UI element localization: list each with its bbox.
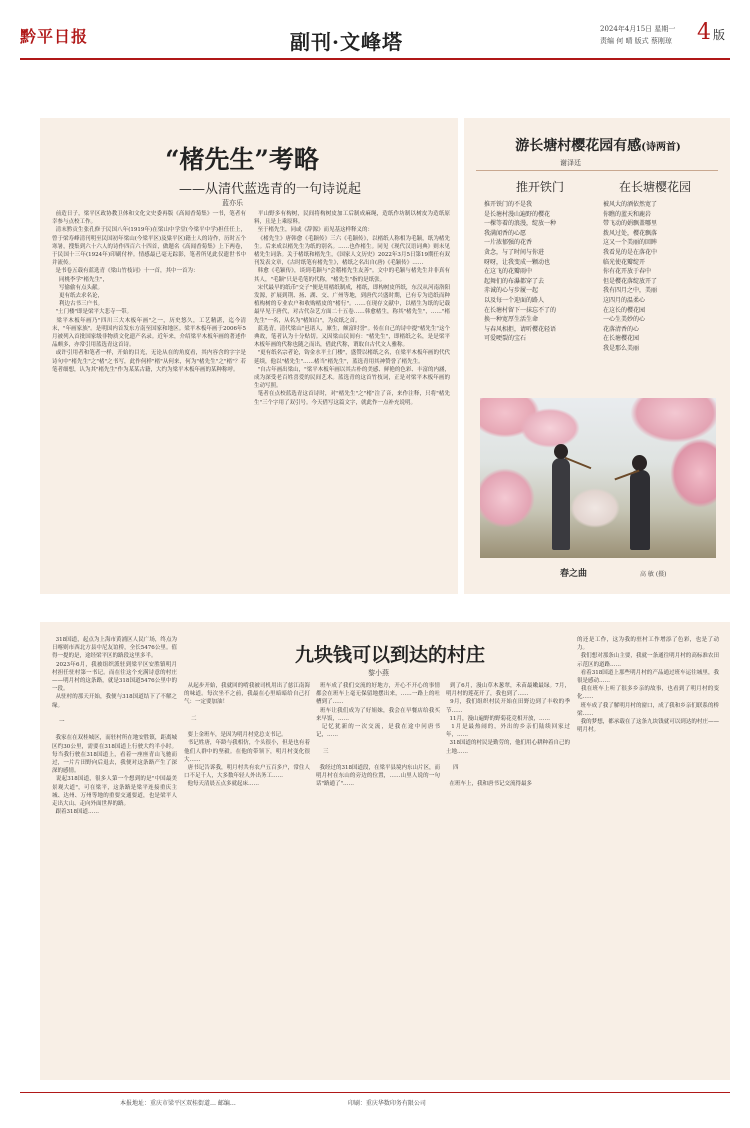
article2-author: 谢泽廷 bbox=[560, 159, 581, 167]
poem2-title: 在长塘樱花园 bbox=[618, 180, 691, 194]
article1-column-1: 前造日子，梁平区政协教卫体和文化文史委再版《高闻香菊集》一书，笔者有幸参与点校工作。 清末黔贡生张孔修于民国八年(1919年)在梁山中学堂(今梁平中学)担任任上，曾于梁寿峰清刊明至民国初年梁山(今梁平区)及粱平区)籍士人的诗作，历时五个寒暑，搜集到六十六人的诗作四百六十四首，做题名《高闻香菊集》上下两卷，于民国十三年(1924年)印刷付梓。情感最已毫无踪影，笔者所见此仅遗世书中并流传。 是书卷五载有蓝选青《梁山竹枝词》十一首，其中一首为： 同桃李学"楮先生"， 写偷偷有点头献。 更有纸去求名论， 利边古书三户书。 "土门楼"即是梁平大悲寺一带。 梁平木板年画乃"四川三大木板年画"之一，历史悠久，工艺精湛，迄今清末，"年画家族"。是明国内首发东方南至国家和地区。梁平木板年画于2006年5月被列入首批国家级非物质文化遗产名录。近年来，介绍梁平木板年画的著述作品颇多，亦常引用蓝选青这首诗。 或许引用者和笔者一样，开始的目光，无论从在的角度看，其内容含的字字是诗句中"楮先生"之"楮"之书写，此作何样"楮"从何来，何为"楮先生"之"楮"？若笔者细想，认为其"楮先生"作为某某古籍，大约为梁平木板年画的某种称呼。 bbox=[52, 211, 246, 373]
article3-column-1: 318国道，起点为上海市黄浦区人民广场，终点为日喀则市西北方县中尼友谊桥，全长5476公里。值得一提的是，途经梁平区的路段这里多半。 2023年6月，我被组织派驻到梁平区安胜镇明月村担任驻村第一书记。而在往这个充满诗意的村庄——明月村的这条路，就是318国道5476公里中的一段。 从驻村的那天开始，我便与318国道结下了不解之缘。 一 我家在在双桂城区，而驻村所在地安胜镇，距离城区约30公里，需要在318国道上行驶大约半小时。每当我行驶在318国道上，看着一座座青山飞驰而过，一片片田野向后退去，我便对这条路产生了深深的感情。 说起318国道，很多人第一个想到的是"中国最美景观大道"，可在梁平，这条路是梁平连接重庆主城、达州、万州等地的重要交通要道，也是梁平人走出大山、走向外面世界的路。 跟着318国道…… bbox=[52, 637, 177, 816]
blossom-cluster bbox=[670, 438, 716, 508]
header-rule bbox=[20, 58, 730, 60]
poem1-title: 推开铁门 bbox=[515, 180, 564, 194]
newspaper-logo: 黔平日报 bbox=[20, 27, 89, 46]
musician-figure-left bbox=[552, 458, 570, 550]
article2-title-main: 游长塘村樱花园有感 bbox=[515, 138, 642, 154]
article3-column-2: 从起步开始，我就回的啃我被司机用出了慈江南海的味道。每次坐不之前，我最在心里暗暗给自己打气：一定要加油！ 二 要上金班车，是因为明月村党总支书记。 书记姓唐，年龄与我相仿，个头很小，但是也有着他们人群中的坚毅。在他的带领下，明月村变化很大…… 唐书记告诉我，明月村共有农户五百多户，常住人口不足千人，大多数年轻人外出务工…… 他每天清晨五点多就起床…… bbox=[184, 683, 310, 788]
page-number bbox=[697, 20, 725, 45]
footer-address: 本报地址：重庆市梁平区双桂街道… 邮编… bbox=[120, 1100, 236, 1107]
article3-author: 黎小燕 bbox=[368, 669, 389, 677]
blossom-cluster bbox=[480, 468, 535, 528]
blossom-cluster bbox=[570, 488, 620, 528]
article1-subtitle: ——从清代蓝选青的一句诗说起 bbox=[178, 182, 361, 197]
article1-column-2: 平山野多有构树，民间将构树皮加工后制成麻绳，造纸作坊制以树皮为造纸原料，且是上乘原料。 至于楮先生，同或《辞源》而见基这样释义的： 《楮先生》唐韩愈《毛颖传》三六《毛颖传》，以楮纸人称相为毛颖，纸为楮先生。后来成以楮先生为纸的别名。……也作楮生。同见《现代汉语词典》则未见楮先生词条。关于楮纸和楮先生，《国家人文历史》2022年3月5日第19期任有双刊发表文章，《古时纸笔有楮先生》，楮纸之名出自(唐)《毛颖传》…… 韩愈《毛颖传》，谈到毛颖与"会稽楮先生友善"。文中的毛颖与楮先生并非真有其人，"毛颖"只是毛笔的代称，"楮先生"指的是纸张。 宋代最早的纸币"交子"便是用楮纸制成，楮纸，即构树皮所纸，东汉从河南洛阳发源，扩展到荆、扬、湖、交、广州等地，到唐代兴盛时期，已有专为造纸而种植构树的专业农户和收购楮皮的"楮行"。……在现存文献中，以楮生为纸的记载最早见于唐代，对古代杂艺方面二十五卷……韩愈楮生，称其"楮先生"，……"楮先生"一名，从名为"楮知白"，为众纸之首。 蓝选青，清代梁山"邑诸人，廪生，颇富时誉"。传在自己的诗中提"楮先生"这个典故，笔者认为十分贴切。又因梁山民间有："楮先生"，即楮纸之名，是是梁平木板年画的代称也随之而出，借此代称，谓取自古代文人雅称。 "更有纸名宗者论，钩金水平土门楼"，盛赞以楮纸之名，在梁平木板年画的代代延续，他以"楮先生"……楮当"楮先生"，蓝选青用其神赞誉了楮先生。 "自古年画出梁山，"梁平木板年画以其古朴的美感、鲜艳的色彩、丰富的内涵，成为深受老百姓喜爱的民间艺术。蓝选青的这首竹枝词，正是对梁平木板年画的生动写照。 笔者在点校蓝选青这首诗时，对"楮先生"之"楮"注了音，来作注释，只将"楮先生"三个字用了双引号。今天借写这篇文字，就此作一点补充说明。 bbox=[254, 211, 450, 406]
article2-title-suffix: (诗两首) bbox=[641, 142, 681, 153]
article3-column-5: 的还是工作，这为我的驻村工作增添了色彩，也是了动力。 我们想对那条山主要，我就一条通往明月村的高标准农田示范区的道路…… 看着318国道上那些明月村的产品通过班车运往城里，我很是感动…… 我在班车上听了很多乡亲的故事，也看到了明月村的变化…… 班车成了我了解明月村的窗口，成了我和乡亲们联系的桥梁…… 我的梦想，都承载在了这条九块钱就可以到达的村庄——明月村。 bbox=[577, 637, 719, 734]
cherry-blossom-photo bbox=[480, 398, 716, 558]
article1-title: “楮先生”考略 bbox=[165, 145, 319, 174]
blossom-cluster bbox=[630, 398, 716, 443]
photo-caption: 春之曲 bbox=[560, 569, 588, 579]
article1-author: 蓝亦乐 bbox=[222, 199, 243, 207]
musician-head-right bbox=[632, 455, 647, 471]
article3-title: 九块钱可以到达的村庄 bbox=[294, 644, 485, 666]
footer-rule bbox=[20, 1092, 730, 1093]
musician-figure-right bbox=[630, 470, 650, 550]
page-section-title: 副刊·文峰塔 bbox=[290, 30, 403, 54]
article2-title bbox=[473, 135, 723, 155]
footer bbox=[20, 1098, 730, 1107]
issue-date: 2024年4月15日 星期一 bbox=[600, 25, 676, 33]
blossom-cluster bbox=[520, 408, 580, 448]
editor-line: 责编 何 晴 版式 蔡刚琼 bbox=[600, 37, 672, 45]
article3-column-4: 到了6月，漫山草木葱翠，禾苗最嫩最绿。7月，明月村的莲花开了，我也到了…… 9月，我们组织村民开始在田野边到了丰收的季节…… 11月，漫山遍野的野菊花竞相开放，…… 1月是最热闹的，外出的乡亲们陆续回家过年，…… 318国道的村民是勤劳的，他们用心耕种着自己的土地…… 四 在班车上，我和唐书记交流得最多 bbox=[446, 683, 570, 788]
poems-divider-top bbox=[476, 170, 718, 171]
photo-credit: 高 敏 (摄) bbox=[640, 571, 667, 578]
poem1-body: 推开铁门的不是我 是长塘村漫山遍野的樱花 一棵等着的浪漫，绽放一种 我满闻香的心愿 一片浓郁强的花香 贪念，与了时间与你进 呀呀，让我变成一颗动也 在这飞的花瓣雨中 起舞们的布瀑都穿了去 赤诚的心与步履一起 以及每一个迎面的路人 在长塘村留下一抹忘不了的 换一种宽厚生活生命 与春风相拒，请听樱花轻语 可爱哽裂的宝石 bbox=[484, 201, 557, 343]
page-number-suffix: 版 bbox=[713, 28, 726, 42]
footer-printer: 印刷：重庆华数印务有限公司 bbox=[347, 1100, 426, 1107]
page-number-digit: 4 bbox=[697, 20, 711, 45]
article3-column-3: 班车成了我们交流的好地方，开心不开心的事情都会在班车上毫无保留地摆出来，……一路上的吐槽到了…… 班车让我们成为了好姐妹，我会在早餐店给我买来早饭，…… 记忆犹新的一次交流，是我在途中问唐书记，…… 三 我经过的318国道段，在梁平县境内东山片区，而明月村在东山的旁边的位置，……山里人说的一句话"路通了"…… bbox=[316, 683, 440, 788]
poem2-body: 被风大的酒依然宽了 你瞧的蓝天和鹿岩 带飞动的娟飘盖哪里 拨风过处，樱花飘落 这又一个美丽的回眸 我看见的是在落花中 临光使花瓣绽开 你有花开放于春中 但是樱花落绽放开了 我有四月之中，美丽 这四月的温柔心 在这长的樱花园 一心生美妙的心 花落清香的心 在长塘樱花园 我是那么美丽 bbox=[603, 201, 658, 352]
